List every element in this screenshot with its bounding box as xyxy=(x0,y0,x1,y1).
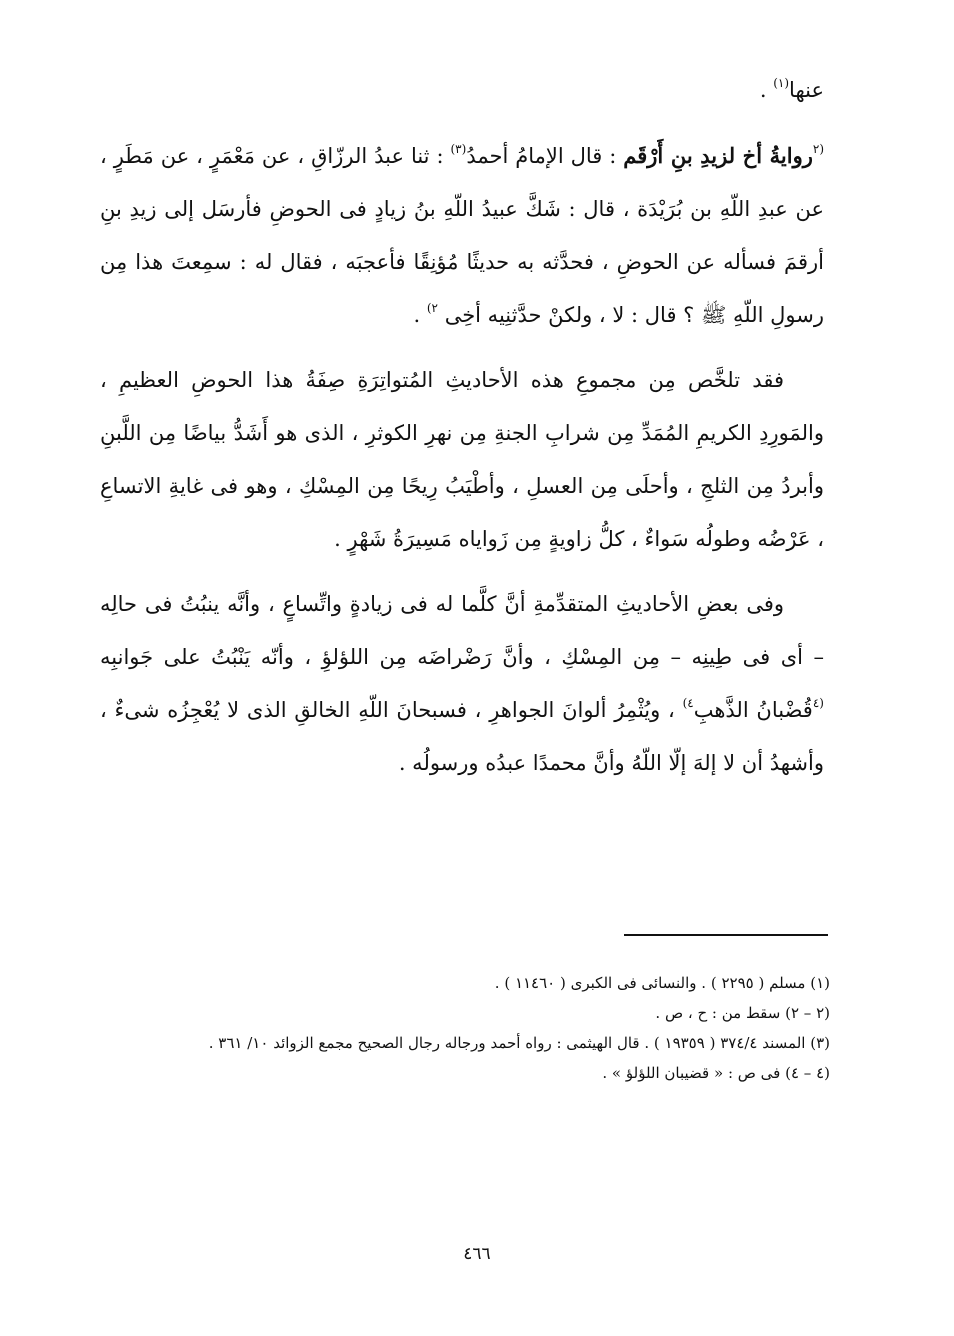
continuation-text: عنها xyxy=(789,78,824,102)
footnote-3: (٣) المسند ٣٧٤/٤ ( ١٩٣٥٩ ) . قال الهيثمى : رواه أحمد ورجاله رجال الصحيح مجمع الزوائد ١٠/ ٣٦١ . xyxy=(208,1034,830,1052)
footnote-mark-2-close: ٢) xyxy=(426,301,438,315)
footnote-2: (٢ – ٢) سقط من : ح ، ص . xyxy=(655,1004,830,1022)
description-text-b: ، ويُثْمِرُ ألوانَ الجواهرِ ، فسبحانَ اللّهِ الخالقِ الذى لا يُعْجِزُه شىءٌ ، وأشهدُ أن لا إلهَ إلّا اللّهُ وأنَّ محمدًا عبدُه ورسولُه . xyxy=(100,698,824,775)
paragraph-narration xyxy=(100,129,824,342)
narration-text-a: : قال الإمامُ أحمدُ xyxy=(466,144,624,168)
footnote-ref-1: (١) xyxy=(773,76,790,90)
footnote-mark-4-close: ٤) xyxy=(682,696,694,710)
footnote-mark-2-open: (٢ xyxy=(812,142,824,156)
narration-end: . xyxy=(413,303,427,327)
paragraph-description xyxy=(100,578,824,790)
footnote-4: (٤ – ٤) فى ص : « قضيبان اللؤلؤ » . xyxy=(602,1064,830,1082)
footnote-ref-3: (٣) xyxy=(450,142,467,156)
continuation-line xyxy=(100,64,824,117)
footnote-1: (١) مسلم ( ٢٢٩٥ ) . والنسائى فى الكبرى ( ١١٤٦٠ ) . xyxy=(494,974,830,992)
summary-text: فقد تلخَّص مِن مجموعِ هذه الأحاديثِ المُتواتِرَةِ صِفَةُ هذا الحوضِ العظيمِ ، والمَورِدِ الكريمِ المُمَدِّ مِن شرابِ الجنةِ مِن نهرِ الكوثرِ ، الذى هو أَشَدُّ بياضًا مِن اللَّبنِ وأبردُ مِن الثلجِ ، وأحلَى مِن العسلِ ، وأطْيَبُ رِيحًا مِن المِسْكِ ، وهو فى غايةِ الاتساعِ ، عَرْضُه وطولُه سَواءٌ ، كلُّ زاويةٍ مِن زَواياه مَسِيرَةُ شَهْرٍ . xyxy=(100,368,824,551)
main-text xyxy=(100,64,824,790)
footnote-mark-4-open: (٤ xyxy=(812,696,824,710)
description-quote: قُضْبانُ الذَّهبِ xyxy=(693,698,813,722)
continuation-end: . xyxy=(759,78,774,102)
footnote-separator xyxy=(624,934,828,936)
narration-text-b: : ثنا عبدُ الرزّاقِ ، عن مَعْمَرٍ ، عن مَطَرٍ ، عن عبدِ اللّهِ بن بُرَيْدَة ، قال : شَكَّ عبيدُ اللّهِ بنُ زيادٍ فى الحوضِ فأرسَل إلى زيدِ بنِ أرقمَ فسأله عن الحوضِ ، فحدَّثه به حديثًا مُؤنِقًا فأعجبَه ، فقال له : سمِعتَ هذا مِن رسولِ اللّهِ ﷺ ؟ قال : لا ، ولكنْ حدَّثنِيه أخِى xyxy=(100,144,824,327)
page-number: ٤٦٦ xyxy=(463,1244,491,1264)
narration-heading: روايةُ أخ لزيدِ بنِ أَرْقَم xyxy=(623,143,813,168)
footnotes xyxy=(100,968,830,1088)
paragraph-summary xyxy=(100,354,824,566)
description-text-a: وفى بعضِ الأحاديثِ المتقدِّمةِ أنَّ كلَّما له فى زيادةٍ واتِّساعٍ ، وأنَّه ينبُتُ فى حالِه – أى فى طِينِه – مِن المِسْكِ ، وأنَّ رَضْراضَه مِن اللؤلؤِ ، وأنّه يَنْبُتُ على جَوانبِه xyxy=(100,592,824,669)
